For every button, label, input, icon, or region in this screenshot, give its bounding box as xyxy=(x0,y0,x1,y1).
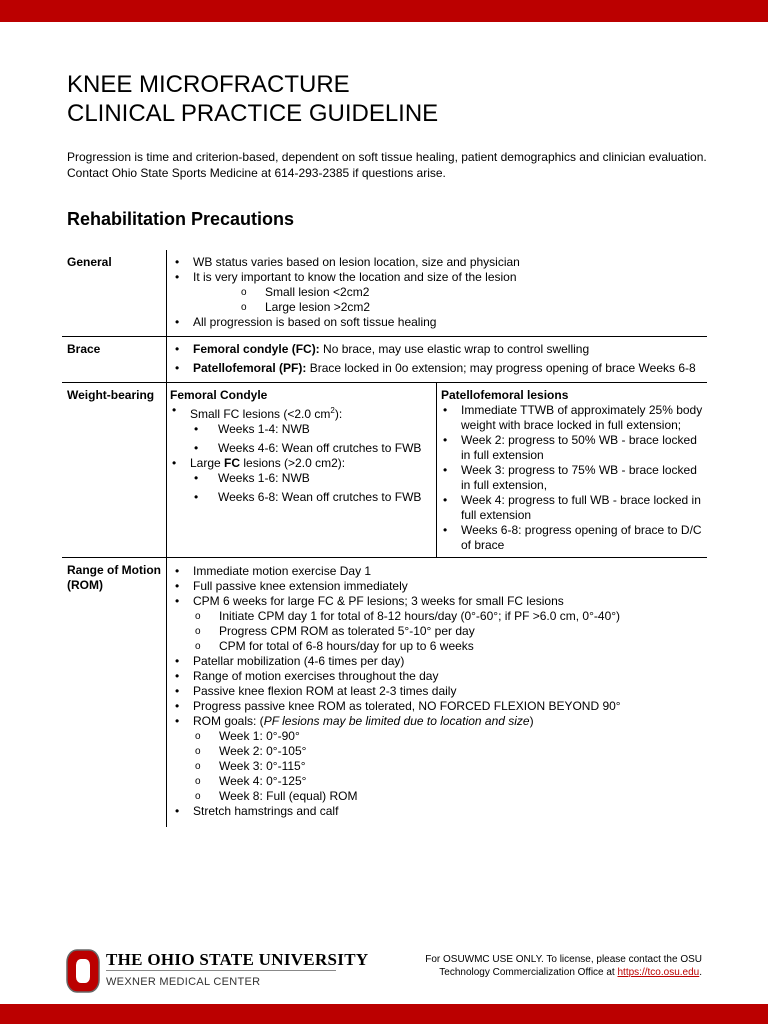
rom-content xyxy=(166,558,707,827)
list-item: • Weeks 4-6: Wean off crutches to FWB xyxy=(170,441,432,456)
list-item: • Week 4: progress to full WB - brace locked in full extension xyxy=(441,493,703,523)
license-end: . xyxy=(699,967,702,978)
list-item: o Initiate CPM day 1 for total of 8-12 hours/day (0°-60°; if PF >6.0 cm, 0°-40°) xyxy=(173,609,701,624)
row-brace xyxy=(62,336,707,382)
fc-list xyxy=(170,403,432,505)
fc-large-post: lesions (>2.0 cm2): xyxy=(240,456,346,470)
row-label-weight-bearing: Weight-bearing xyxy=(67,388,155,402)
row-label-brace: Brace xyxy=(67,342,101,356)
weight-bearing-content xyxy=(166,383,707,557)
list-item: • Full passive knee extension immediately xyxy=(173,579,701,594)
list-item: • Weeks 6-8: progress opening of brace to D/C of brace xyxy=(441,523,703,553)
brace-content xyxy=(166,337,707,382)
list-item: o Small lesion <2cm2 xyxy=(173,285,701,300)
brace-list xyxy=(173,342,701,376)
list-item xyxy=(173,342,701,357)
pf-column xyxy=(437,383,707,557)
section-title: Rehabilitation Precautions xyxy=(67,209,295,229)
intro-paragraph: Progression is time and criterion-based, dependent on soft tissue healing, patient demographics and clinician evaluation. Contact Ohio State Sports Medicine at 614-293-2385 if questions arise. xyxy=(67,150,707,180)
row-label-general: General xyxy=(67,255,112,269)
list-item: o Week 1: 0°-90° xyxy=(173,729,701,744)
list-item: • Weeks 1-6: NWB xyxy=(170,471,432,486)
tco-link[interactable]: https://tco.osu.edu xyxy=(617,967,700,978)
superscript: 2 xyxy=(330,406,335,415)
list-item: • CPM 6 weeks for large FC & PF lesions; 3 weeks for small FC lesions xyxy=(173,594,701,609)
list-item: • Week 2: progress to 50% WB - brace locked in full extension xyxy=(441,433,703,463)
row-rom xyxy=(62,557,707,827)
title-line-1: KNEE MICROFRACTURE xyxy=(67,71,350,98)
block-o-logo-icon xyxy=(66,949,100,996)
general-list xyxy=(173,255,701,330)
license-line-1: For OSUWMC USE ONLY. To license, please contact the OSU xyxy=(425,954,702,965)
list-item: • All progression is based on soft tissue healing xyxy=(173,315,701,330)
row-label-rom: Range of Motion (ROM) xyxy=(67,563,161,592)
list-item: • Range of motion exercises throughout the day xyxy=(173,669,701,684)
list-item: • Weeks 1-4: NWB xyxy=(170,422,432,437)
rom-goals-note: PF lesions may be limited due to location and size xyxy=(263,714,530,728)
university-name: THE OHIO STATE UNIVERSITY xyxy=(106,950,369,969)
list-item: • Immediate motion exercise Day 1 xyxy=(173,564,701,579)
medical-center-name: WEXNER MEDICAL CENTER xyxy=(106,976,261,988)
brace-fc-term: Femoral condyle (FC): xyxy=(193,342,320,356)
rom-list xyxy=(173,564,701,819)
list-item: • Immediate TTWB of approximately 25% body weight with brace locked in full extension; xyxy=(441,403,703,433)
list-item: • Passive knee flexion ROM at least 2-3 times daily xyxy=(173,684,701,699)
brace-pf-term: Patellofemoral (PF): xyxy=(193,361,307,375)
list-item: o Week 3: 0°-115° xyxy=(173,759,701,774)
fc-large-pre: Large xyxy=(190,456,225,470)
bottom-brand-bar xyxy=(0,1004,768,1024)
list-item: o CPM for total of 6-8 hours/day for up to 6 weeks xyxy=(173,639,701,654)
list-item xyxy=(173,714,701,729)
title-line-2: CLINICAL PRACTICE GUIDELINE xyxy=(67,100,439,127)
list-item xyxy=(170,403,432,422)
pf-list xyxy=(441,403,703,553)
fc-column xyxy=(167,383,437,557)
license-notice xyxy=(372,953,702,979)
fc-small-end: ): xyxy=(334,407,343,421)
list-item xyxy=(173,361,701,376)
row-weight-bearing xyxy=(62,382,707,557)
row-general xyxy=(62,250,707,336)
general-content xyxy=(166,250,707,336)
page-title xyxy=(67,70,438,128)
footer-divider xyxy=(106,970,336,971)
fc-large-bold: FC xyxy=(224,456,241,470)
list-item: o Week 8: Full (equal) ROM xyxy=(173,789,701,804)
list-item: • Patellar mobilization (4-6 times per day) xyxy=(173,654,701,669)
precautions-table xyxy=(62,250,707,827)
list-item: • It is very important to know the location and size of the lesion xyxy=(173,270,701,285)
list-item: o Week 2: 0°-105° xyxy=(173,744,701,759)
brace-pf-text: Brace locked in 0o extension; may progress opening of brace Weeks 6-8 xyxy=(306,361,696,375)
license-line-2: Technology Commercialization Office at xyxy=(439,967,618,978)
rom-goals-pre: ROM goals: ( xyxy=(193,714,264,728)
rom-goals-post: ) xyxy=(529,714,534,728)
list-item: • WB status varies based on lesion location, size and physician xyxy=(173,255,701,270)
top-brand-bar xyxy=(0,0,768,22)
list-item: • Progress passive knee ROM as tolerated, NO FORCED FLEXION BEYOND 90° xyxy=(173,699,701,714)
fc-small-text: Small FC lesions (<2.0 cm xyxy=(190,407,331,421)
fc-heading: Femoral Condyle xyxy=(170,388,268,402)
list-item: o Large lesion >2cm2 xyxy=(173,300,701,315)
pf-heading: Patellofemoral lesions xyxy=(441,388,569,402)
list-item: o Progress CPM ROM as tolerated 5°-10° per day xyxy=(173,624,701,639)
list-item: • Weeks 6-8: Wean off crutches to FWB xyxy=(170,490,432,505)
list-item: • Stretch hamstrings and calf xyxy=(173,804,701,819)
brace-fc-text: No brace, may use elastic wrap to control swelling xyxy=(319,342,590,356)
list-item: o Week 4: 0°-125° xyxy=(173,774,701,789)
list-item: • Week 3: progress to 75% WB - brace locked in full extension, xyxy=(441,463,703,493)
list-item xyxy=(170,456,432,471)
